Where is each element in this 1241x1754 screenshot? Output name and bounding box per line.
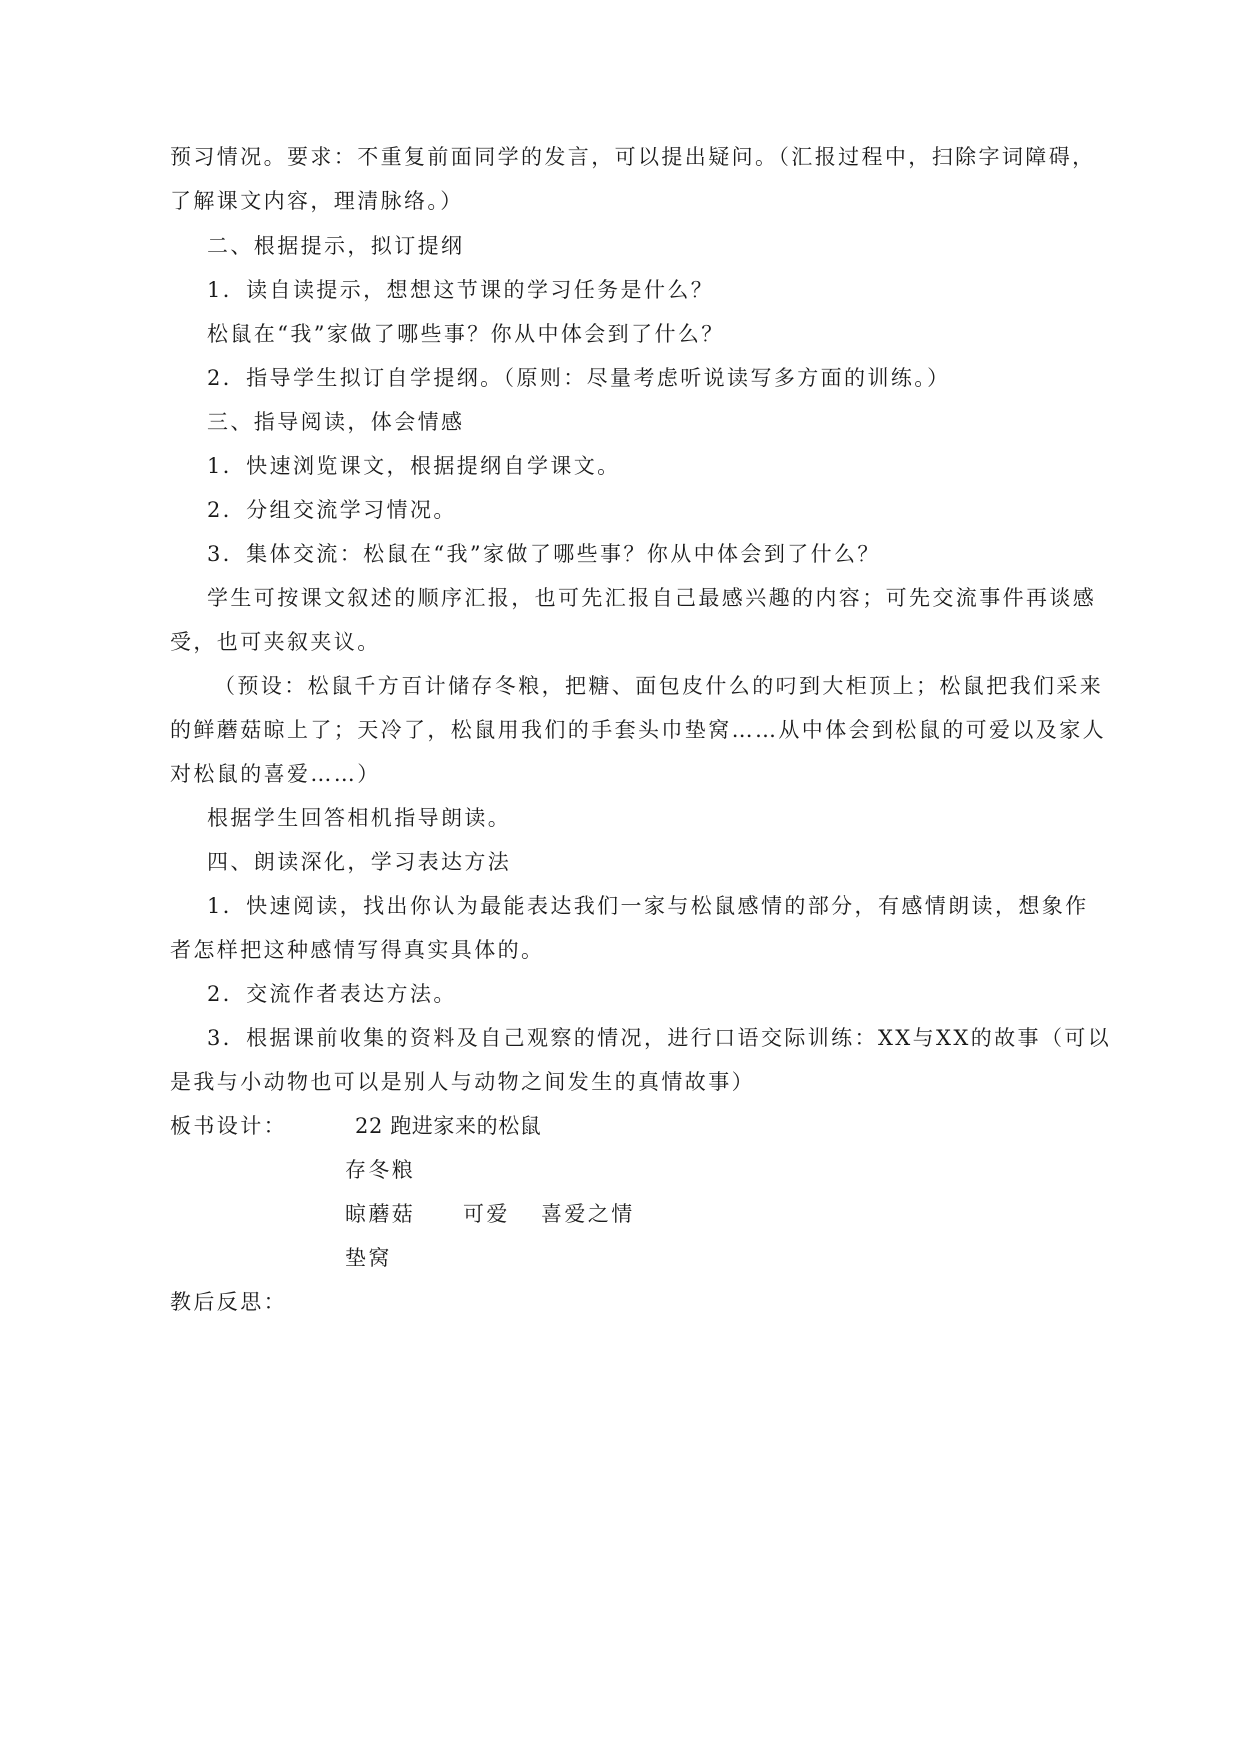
board-item: 存冬粮: [345, 1158, 416, 1182]
board-design-label: 板书设计：: [170, 1114, 287, 1138]
paragraph-line: 松鼠在“我”家做了哪些事？你从中体会到了什么？: [207, 322, 725, 346]
paragraph-line: 的鲜蘑菇晾上了；天冷了，松鼠用我们的手套头巾垫窝……从中体会到松鼠的可爱以及家人: [170, 718, 1106, 742]
paragraph-line: 3．集体交流：松鼠在“我”家做了哪些事？你从中体会到了什么？: [207, 542, 881, 566]
section-heading: 三、指导阅读，体会情感: [207, 410, 465, 434]
section-heading: 二、根据提示，拟订提纲: [207, 234, 465, 258]
paragraph-line: 对松鼠的喜爱……）: [170, 762, 381, 786]
board-item: 垫窝: [345, 1246, 392, 1270]
paragraph-line: 了解课文内容，理清脉络。）: [170, 189, 464, 213]
section-heading: 四、朗读深化，学习表达方法: [207, 850, 512, 874]
paragraph-line: 者怎样把这种感情写得真实具体的。: [170, 938, 545, 962]
paragraph-line: 根据学生回答相机指导朗读。: [207, 806, 512, 830]
paragraph-line: 1．读自读提示，想想这节课的学习任务是什么？: [207, 278, 715, 302]
board-right: 喜爱之情: [541, 1202, 635, 1226]
paragraph-line: 是我与小动物也可以是别人与动物之间发生的真情故事）: [170, 1070, 755, 1094]
reflection-label: 教后反思：: [170, 1290, 287, 1314]
paragraph-line: 2．指导学生拟订自学提纲。（原则：尽量考虑听说读写多方面的训练。）: [207, 366, 951, 390]
paragraph-line: 2．分组交流学习情况。: [207, 498, 457, 522]
paragraph-line: 预习情况。要求：不重复前面同学的发言，可以提出疑问。（汇报过程中，扫除字词障碍，: [170, 145, 1096, 169]
board-center: 可爱: [463, 1202, 510, 1226]
paragraph-line: （预设：松鼠千方百计储存冬粮，把糖、面包皮什么的叼到大柜顶上；松鼠把我们采来: [214, 674, 1104, 698]
board-item: 晾蘑菇: [345, 1202, 416, 1226]
paragraph-line: 1．快速阅读，找出你认为最能表达我们一家与松鼠感情的部分，有感情朗读，想象作: [207, 894, 1089, 918]
paragraph-line: 3．根据课前收集的资料及自己观察的情况，进行口语交际训练：XX与XX的故事（可以: [207, 1026, 1112, 1050]
paragraph-line: 学生可按课文叙述的顺序汇报，也可先汇报自己最感兴趣的内容；可先交流事件再谈感: [207, 586, 1097, 610]
board-title: 22 跑进家来的松鼠: [355, 1114, 542, 1138]
paragraph-line: 2．交流作者表达方法。: [207, 982, 457, 1006]
paragraph-line: 受，也可夹叙夹议。: [170, 630, 381, 654]
paragraph-line: 1．快速浏览课文，根据提纲自学课文。: [207, 454, 621, 478]
